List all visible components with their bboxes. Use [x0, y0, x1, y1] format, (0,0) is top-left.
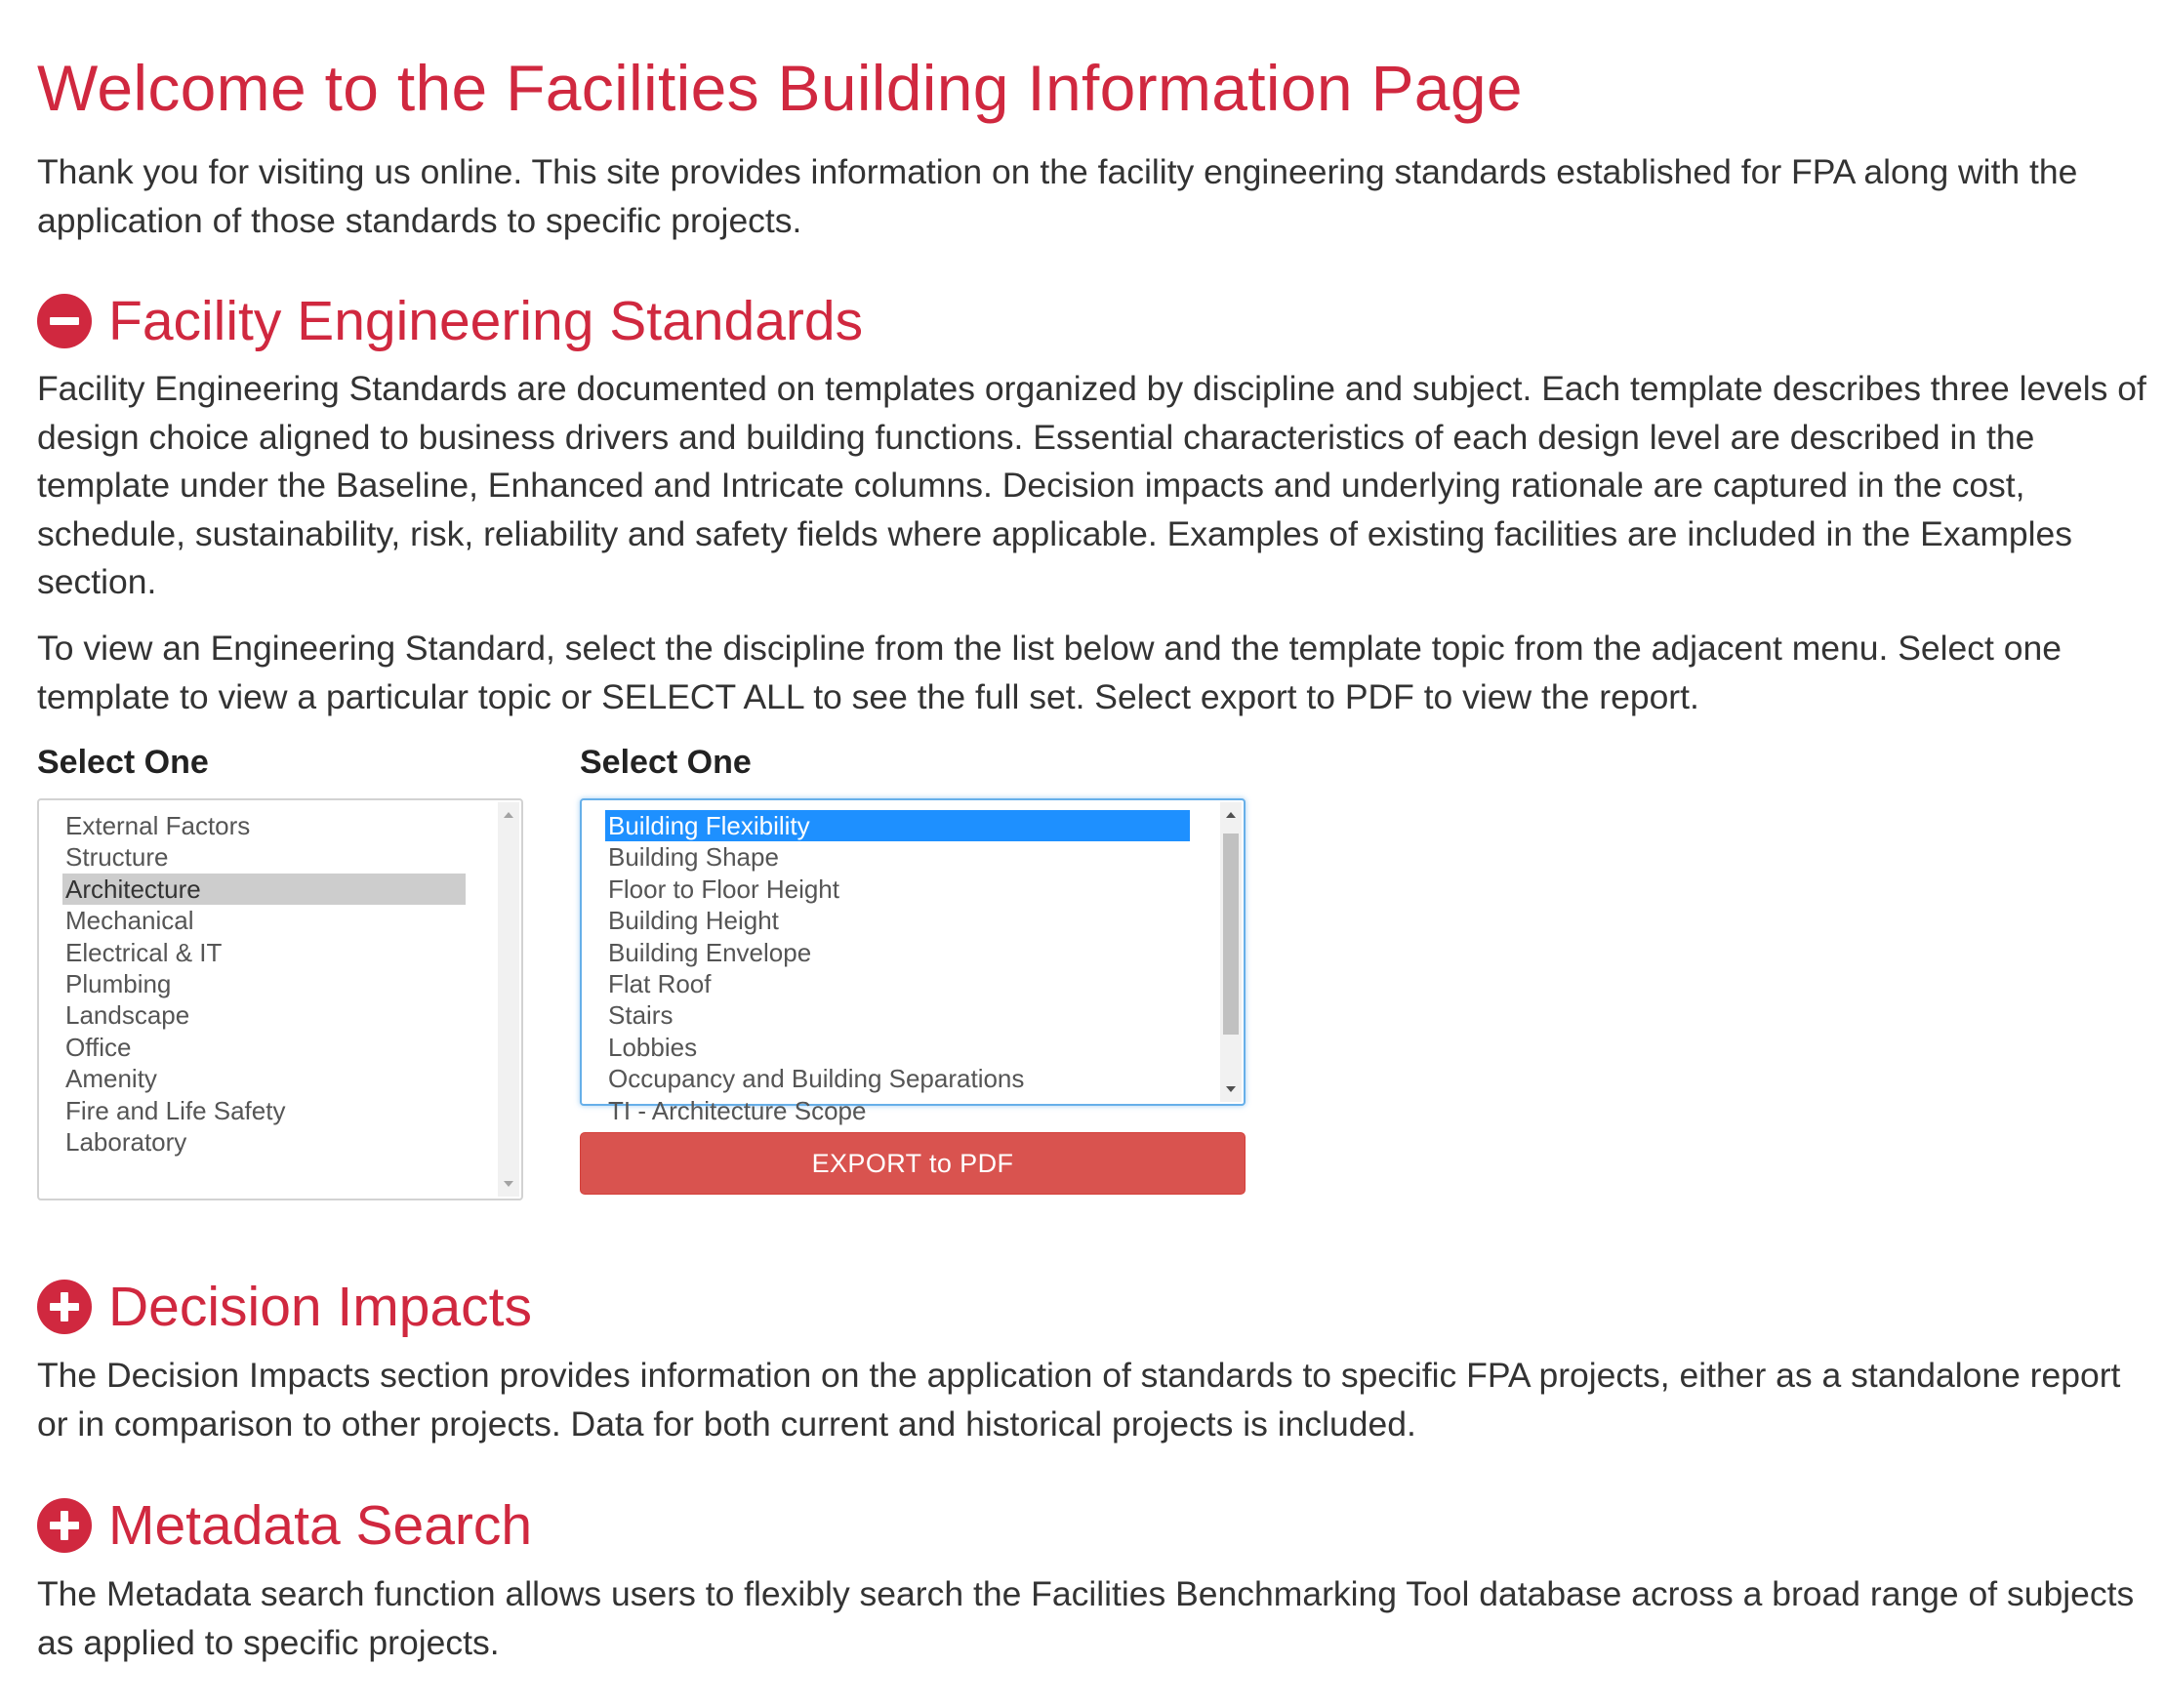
discipline-option[interactable]: Landscape	[65, 1000, 190, 1031]
topic-listbox[interactable]	[580, 798, 1246, 1125]
topic-option[interactable]: Floor to Floor Height	[608, 874, 839, 904]
topic-option[interactable]: Stairs	[608, 1000, 674, 1031]
discipline-option[interactable]: Mechanical	[65, 906, 194, 936]
discipline-option[interactable]: Electrical & IT	[65, 937, 223, 967]
scroll-thumb[interactable]	[1223, 834, 1239, 1035]
topic-option-selected[interactable]: Building Flexibility	[605, 810, 1190, 841]
discipline-option-selected[interactable]: Architecture	[62, 874, 466, 905]
discipline-scrollbar[interactable]	[498, 802, 519, 1197]
page-title: Welcome to the Facilities Building Information Page	[37, 52, 1523, 124]
scroll-down-icon[interactable]	[1226, 1086, 1236, 1092]
metadata-description: The Metadata search function allows users to flexibly search the Facilities Benchmarking Tool database across a broad range of subjects as applied to specific projects.	[37, 1574, 2135, 1662]
scroll-down-icon[interactable]	[504, 1181, 513, 1187]
discipline-option[interactable]: Structure	[65, 842, 169, 873]
discipline-option[interactable]: Amenity	[65, 1064, 157, 1094]
scroll-up-icon[interactable]	[504, 812, 513, 818]
discipline-option[interactable]: Plumbing	[65, 968, 172, 998]
topic-option[interactable]: Building Envelope	[608, 937, 812, 967]
standards-heading	[37, 289, 863, 353]
topic-option[interactable]: TI - Architecture Scope	[608, 1095, 867, 1125]
decision-heading-text[interactable]: Decision Impacts	[108, 1276, 532, 1338]
decision-heading	[37, 1275, 532, 1339]
decision-description: The Decision Impacts section provides information on the application of standards to specific FPA projects, either as a standalone report or in comparison to other projects. Data for both current and historical projects is included.	[37, 1356, 2121, 1444]
discipline-listbox[interactable]	[37, 798, 523, 1200]
minus-circle-icon[interactable]	[37, 294, 92, 348]
plus-circle-icon[interactable]	[37, 1498, 92, 1553]
topic-option[interactable]: Building Height	[608, 906, 779, 936]
standards-description: Facility Engineering Standards are documented on templates organized by discipline and subject. Each template describes three levels of design choice aligned to business drivers and building functions. Essential characteristics of each design level are described in the template under the Baseline, Enhanced and Intricate columns. Decision impacts and underlying rationale are captured in the cost, schedule, sustainability, risk, reliability and safety fields where applicable. Examples of existing facilities are included in the Examples section.	[37, 369, 2146, 601]
plus-circle-icon[interactable]	[37, 1280, 92, 1334]
topic-option[interactable]: Occupancy and Building Separations	[608, 1064, 1025, 1094]
topic-option[interactable]: Lobbies	[608, 1032, 698, 1062]
metadata-heading-text[interactable]: Metadata Search	[108, 1494, 533, 1557]
scroll-up-icon[interactable]	[1226, 812, 1236, 818]
discipline-select-label: Select One	[37, 744, 209, 781]
standards-heading-text[interactable]: Facility Engineering Standards	[108, 290, 864, 352]
standards-instructions: To view an Engineering Standard, select the discipline from the list below and the template topic from the adjacent menu. Select one template to view a particular topic or SELECT ALL to see the full set. Select export to PDF to view the report.	[37, 629, 2062, 716]
discipline-option[interactable]: Laboratory	[65, 1126, 187, 1157]
topic-option[interactable]: Building Shape	[608, 842, 779, 873]
export-pdf-button[interactable]: EXPORT to PDF	[580, 1132, 1246, 1195]
topic-option[interactable]: Flat Roof	[608, 968, 712, 998]
intro-text: Thank you for visiting us online. This site provides information on the facility engineering standards established for FPA along with the application of those standards to specific projects.	[37, 152, 2078, 240]
topic-scrollbar[interactable]	[1220, 802, 1242, 1102]
discipline-option[interactable]: Office	[65, 1032, 132, 1062]
discipline-option[interactable]: Fire and Life Safety	[65, 1095, 286, 1125]
discipline-option[interactable]: External Factors	[65, 811, 251, 840]
metadata-heading	[37, 1493, 532, 1558]
topic-select-label: Select One	[580, 744, 752, 781]
